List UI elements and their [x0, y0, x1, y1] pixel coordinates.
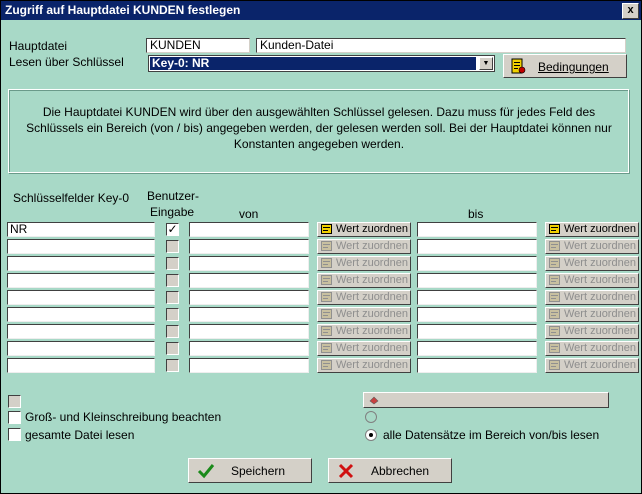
- col-header-bis: bis: [468, 207, 484, 221]
- bis-input[interactable]: [417, 256, 537, 271]
- speichern-label: Speichern: [231, 464, 286, 478]
- assign-value-icon: [549, 258, 560, 268]
- von-input[interactable]: [189, 324, 309, 339]
- col-header-von: von: [239, 207, 259, 221]
- wert-zuordnen-von-button[interactable]: Wert zuordnen: [317, 273, 411, 288]
- user-input-checkbox[interactable]: [166, 240, 179, 253]
- user-input-checkbox[interactable]: [166, 308, 179, 321]
- hauptdatei-field: KUNDEN: [146, 38, 250, 53]
- key-field-cell: [7, 290, 155, 305]
- col-header-user-input-1: Benutzer-: [147, 189, 200, 203]
- bis-input[interactable]: [417, 239, 537, 254]
- key-field-cell: [7, 273, 155, 288]
- von-input[interactable]: [189, 358, 309, 373]
- wert-zuordnen-von-button[interactable]: Wert zuordnen: [317, 290, 411, 305]
- bis-input[interactable]: [417, 324, 537, 339]
- von-input[interactable]: [189, 290, 309, 305]
- wert-zuordnen-von-button[interactable]: Wert zuordnen: [317, 307, 411, 322]
- assign-value-icon: [549, 241, 560, 251]
- lesen-ueber-schluessel-label: Lesen über Schlüssel: [9, 55, 124, 69]
- assign-value-icon: [321, 258, 332, 268]
- von-input[interactable]: [189, 307, 309, 322]
- alle-datensaetze-label: alle Datensätze im Bereich von/bis lesen: [383, 428, 600, 442]
- col-header-key-fields: Schlüsselfelder Key-0: [13, 191, 130, 205]
- key-field-cell: NR: [7, 222, 155, 237]
- assign-value-icon: [321, 343, 332, 353]
- assign-value-icon: [549, 309, 560, 319]
- bis-input[interactable]: [417, 222, 537, 237]
- bis-input[interactable]: [417, 341, 537, 356]
- abbrechen-label: Abbrechen: [371, 464, 430, 478]
- gross-klein-checkbox[interactable]: [8, 411, 21, 424]
- gesamte-datei-checkbox[interactable]: [8, 428, 21, 441]
- user-input-checkbox[interactable]: [166, 274, 179, 287]
- checkmark-icon: [197, 463, 215, 479]
- wert-zuordnen-von-button[interactable]: Wert zuordnen: [317, 256, 411, 271]
- alle-datensaetze-radio[interactable]: [365, 429, 377, 441]
- assign-value-icon: [321, 326, 332, 336]
- wert-zuordnen-bis-button[interactable]: Wert zuordnen: [545, 256, 639, 271]
- unlabeled-checkbox[interactable]: [8, 395, 21, 408]
- wert-zuordnen-von-button[interactable]: Wert zuordnen: [317, 239, 411, 254]
- assign-value-icon: [549, 326, 560, 336]
- wert-zuordnen-von-button[interactable]: Wert zuordnen: [317, 222, 411, 237]
- wert-zuordnen-bis-button[interactable]: Wert zuordnen: [545, 324, 639, 339]
- von-input[interactable]: [189, 222, 309, 237]
- key-field-cell: [7, 324, 155, 339]
- wert-zuordnen-bis-button[interactable]: Wert zuordnen: [545, 273, 639, 288]
- user-input-checkbox[interactable]: ✓: [167, 222, 178, 236]
- range-option-button[interactable]: [363, 392, 609, 408]
- wert-zuordnen-bis-button[interactable]: Wert zuordnen: [545, 307, 639, 322]
- gross-klein-label: Groß- und Kleinschreibung beachten: [25, 410, 222, 424]
- key-field-cell: [7, 256, 155, 271]
- assign-value-icon: [549, 343, 560, 353]
- hauptdatei-label: Hauptdatei: [9, 39, 68, 53]
- key-field-cell: [7, 307, 155, 322]
- assign-value-icon: [549, 224, 560, 234]
- assign-value-icon: [321, 360, 332, 370]
- wert-zuordnen-bis-button[interactable]: Wert zuordnen: [545, 222, 639, 237]
- speichern-button[interactable]: [188, 458, 312, 483]
- assign-value-icon: [549, 275, 560, 285]
- user-input-checkbox[interactable]: [166, 359, 179, 372]
- conditions-icon: [510, 58, 526, 74]
- key-select[interactable]: [148, 55, 495, 72]
- user-input-checkbox[interactable]: [166, 257, 179, 270]
- assign-value-icon: [321, 241, 332, 251]
- von-input[interactable]: [189, 341, 309, 356]
- wert-zuordnen-bis-button[interactable]: Wert zuordnen: [545, 341, 639, 356]
- wert-zuordnen-von-button[interactable]: Wert zuordnen: [317, 358, 411, 373]
- key-field-cell: [7, 341, 155, 356]
- key-field-cell: [7, 239, 155, 254]
- user-input-checkbox[interactable]: [166, 291, 179, 304]
- info-text: Die Hauptdatei KUNDEN wird über den ausgewählten Schlüssel gelesen. Dazu muss für jedes Feld des Schlüssels ein Bereich (von / bis) angegeben werden, der gelesen werden soll. Bei der Hauptdatei können nur Konstanten angegeben werden.: [26, 105, 612, 151]
- key-field-cell: [7, 358, 155, 373]
- user-input-checkbox[interactable]: [166, 342, 179, 355]
- abbrechen-button[interactable]: [328, 458, 452, 483]
- title-bar: [1, 1, 641, 20]
- assign-value-icon: [321, 275, 332, 285]
- cross-icon: [337, 463, 355, 479]
- assign-value-icon: [549, 360, 560, 370]
- wert-zuordnen-bis-button[interactable]: Wert zuordnen: [545, 239, 639, 254]
- eraser-icon: [368, 395, 380, 405]
- bedingungen-button[interactable]: [503, 54, 627, 78]
- bis-input[interactable]: [417, 290, 537, 305]
- assign-value-icon: [321, 224, 332, 234]
- von-input[interactable]: [189, 273, 309, 288]
- bedingungen-label: Bedingungen: [538, 60, 609, 74]
- bis-input[interactable]: [417, 273, 537, 288]
- close-button[interactable]: x: [622, 3, 639, 19]
- chevron-down-icon[interactable]: ▼: [479, 57, 493, 70]
- key-select-value: Key-0: NR: [150, 57, 476, 70]
- col-header-user-input-2: Eingabe: [150, 205, 195, 219]
- gesamte-datei-label: gesamte Datei lesen: [25, 428, 135, 442]
- assign-value-icon: [549, 292, 560, 302]
- wert-zuordnen-bis-button[interactable]: Wert zuordnen: [545, 358, 639, 373]
- option-radio-empty[interactable]: [365, 411, 377, 423]
- user-input-checkbox[interactable]: [166, 325, 179, 338]
- window-title: Zugriff auf Hauptdatei KUNDEN festlegen: [5, 3, 241, 17]
- hauptdatei-description-field: Kunden-Datei: [256, 38, 626, 53]
- assign-value-icon: [321, 292, 332, 302]
- wert-zuordnen-von-button[interactable]: Wert zuordnen: [317, 324, 411, 339]
- bis-input[interactable]: [417, 307, 537, 322]
- wert-zuordnen-bis-button[interactable]: Wert zuordnen: [545, 290, 639, 305]
- von-input[interactable]: [189, 256, 309, 271]
- von-input[interactable]: [189, 239, 309, 254]
- assign-value-icon: [321, 309, 332, 319]
- bis-input[interactable]: [417, 358, 537, 373]
- wert-zuordnen-von-button[interactable]: Wert zuordnen: [317, 341, 411, 356]
